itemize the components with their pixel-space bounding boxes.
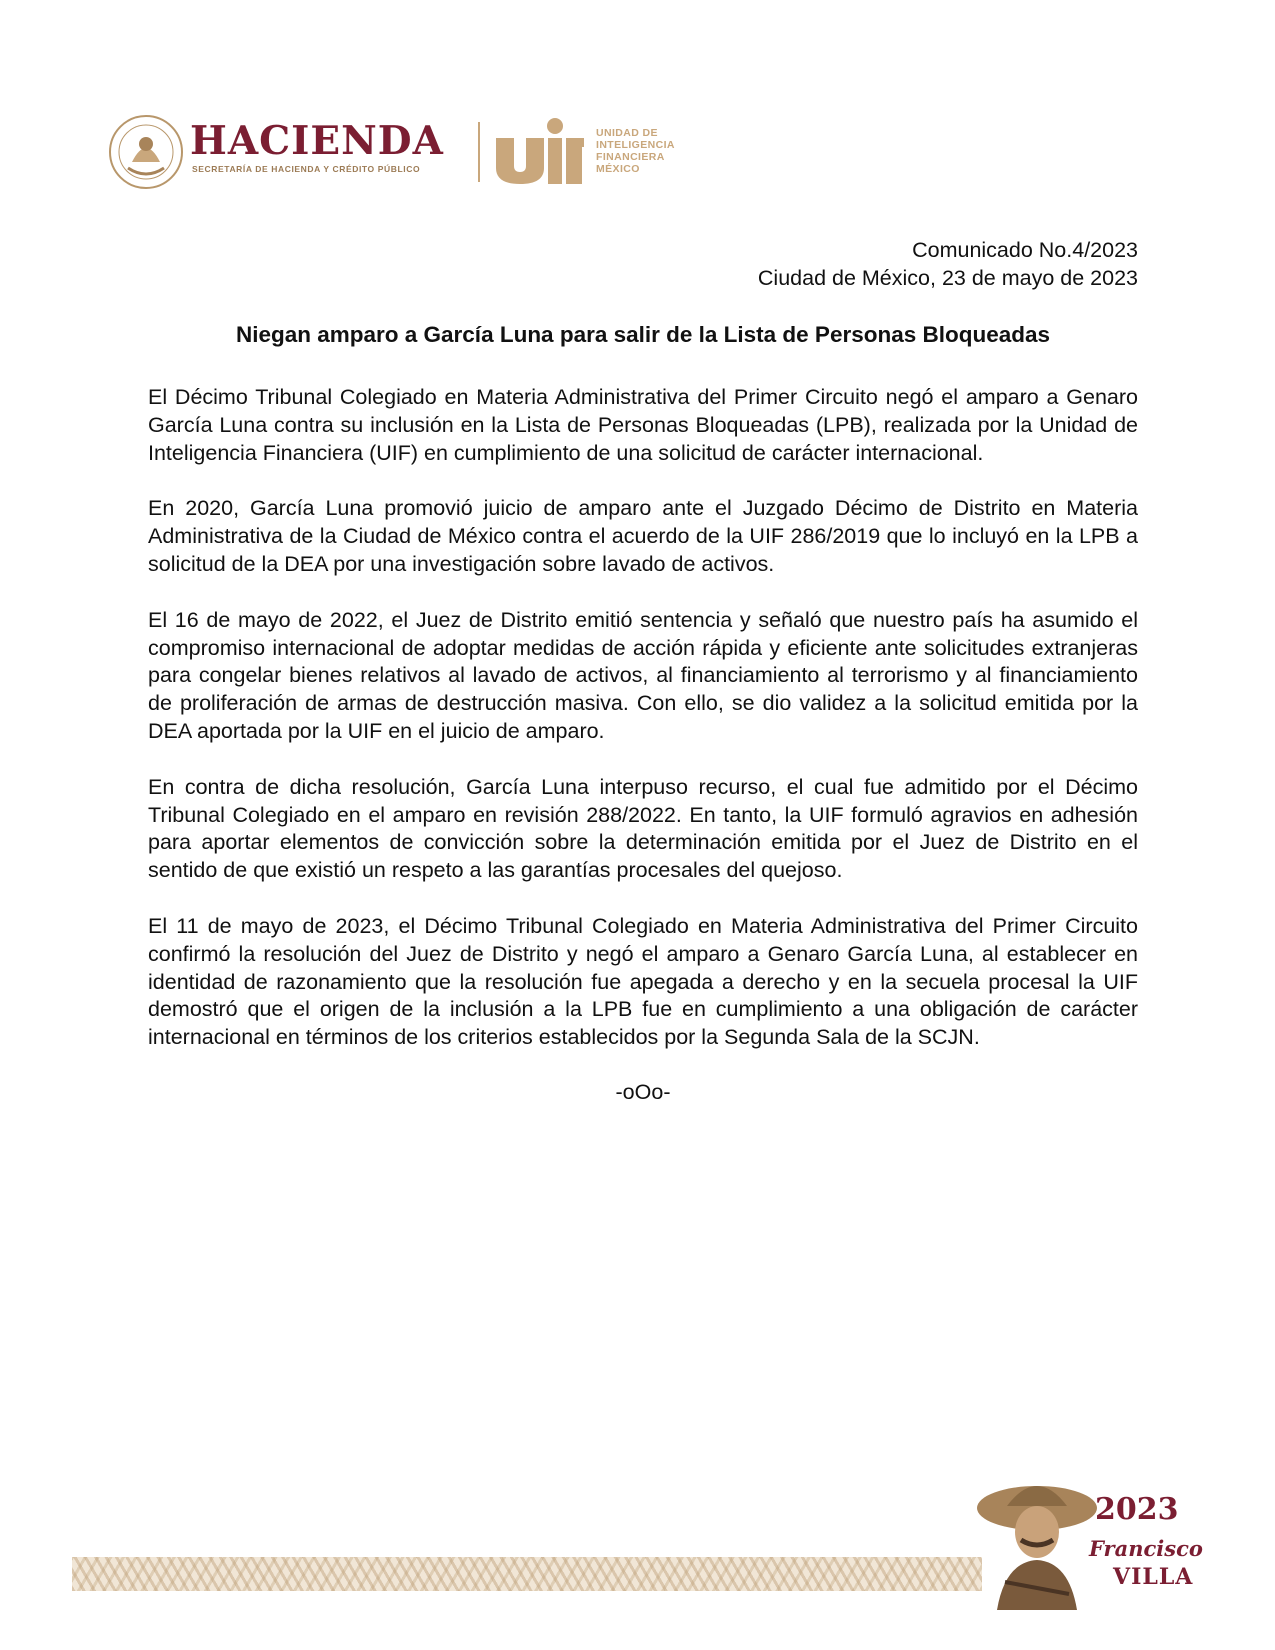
document-title: Niegan amparo a García Luna para salir de la Lista de Personas Bloqueadas [235, 322, 1051, 347]
closing-mark: -oOo- [615, 1079, 671, 1104]
uif-logo-text [596, 127, 675, 175]
body-paragraph: El 16 de mayo de 2022, el Juez de Distrito emitió sentencia y señaló que nuestro país ha asumido el compromiso internacional de adoptar medidas de acción rápida y eficiente ante solicitudes extranjeras para congelar bienes relativos al lavado de activos, al financiamiento al terrorismo y al financiamiento de proliferación de armas de destrucción masiva. Con ello, se dio validez a la solicitud emitida por la DEA aportada por la UIF en el juicio de amparo. [148, 607, 1138, 743]
uif-line: UNIDAD DE [596, 127, 658, 139]
body-paragraph: El Décimo Tribunal Colegiado en Materia Administrativa del Primer Circuito negó el amparo a Genaro García Luna contra su inclusión en la Lista de Personas Bloqueadas (LPB), realizada por la Unidad de Inteligencia Financiera (UIF) en cumplimiento de una solicitud de carácter internacional. [148, 385, 1138, 465]
document-body [148, 384, 1138, 1105]
coat-of-arms-seal-icon [108, 114, 184, 190]
uif-line: MÉXICO [596, 163, 640, 175]
villa-portrait-icon [975, 1470, 1105, 1610]
body-paragraph: En contra de dicha resolución, García Luna interpuso recurso, el cual fue admitido por el Décimo Tribunal Colegiado en el amparo en revisión 288/2022. En tanto, la UIF formuló agravios en adhesión para aportar elementos de convicción sobre la determinación emitida por el Juez de Distrito en el sentido de que existió un respeto a las garantías procesales del quejoso. [148, 774, 1138, 883]
communique-meta [758, 236, 1138, 292]
villa-surname: VILLA [1113, 1564, 1194, 1590]
hacienda-logo-title: HACIENDA [190, 118, 444, 164]
place-date: Ciudad de México, 23 de mayo de 2023 [757, 266, 1138, 290]
letterhead [108, 112, 728, 192]
uif-line: FINANCIERA [596, 151, 665, 163]
francisco-villa-2023-emblem [975, 1470, 1205, 1610]
uif-line: INTELIGENCIA [596, 139, 675, 151]
villa-name: Francisco [1089, 1536, 1203, 1561]
villa-year: 2023 [1095, 1492, 1179, 1527]
communique-number: Comunicado No.4/2023 [912, 238, 1138, 262]
logo-divider [478, 122, 480, 182]
hacienda-logo-subtitle: SECRETARÍA DE HACIENDA Y CRÉDITO PÚBLICO [192, 164, 421, 174]
body-paragraph: El 11 de mayo de 2023, el Décimo Tribunal Colegiado en Materia Administrativa del Primer Circuito confirmó la resolución del Juez de Distrito y negó el amparo a Genaro García Luna, al establecer en identidad de razonamiento que la resolución fue apegada a derecho y en la secuela procesal la UIF demostró que el origen de la inclusión a la LPB fue en cumplimiento a una obligación de carácter internacional en términos de los criterios establecidos por la Segunda Sala de la SCJN. [148, 913, 1138, 1050]
uif-logo-icon [494, 116, 584, 186]
footer-decorative-band [72, 1557, 982, 1591]
body-paragraph: En 2020, García Luna promovió juicio de amparo ante el Juzgado Décimo de Distrito en Materia Administrativa de la Ciudad de México contra el acuerdo de la UIF 286/2019 que lo incluyó en la LPB a solicitud de la DEA por una investigación sobre lavado de activos. [148, 496, 1138, 576]
